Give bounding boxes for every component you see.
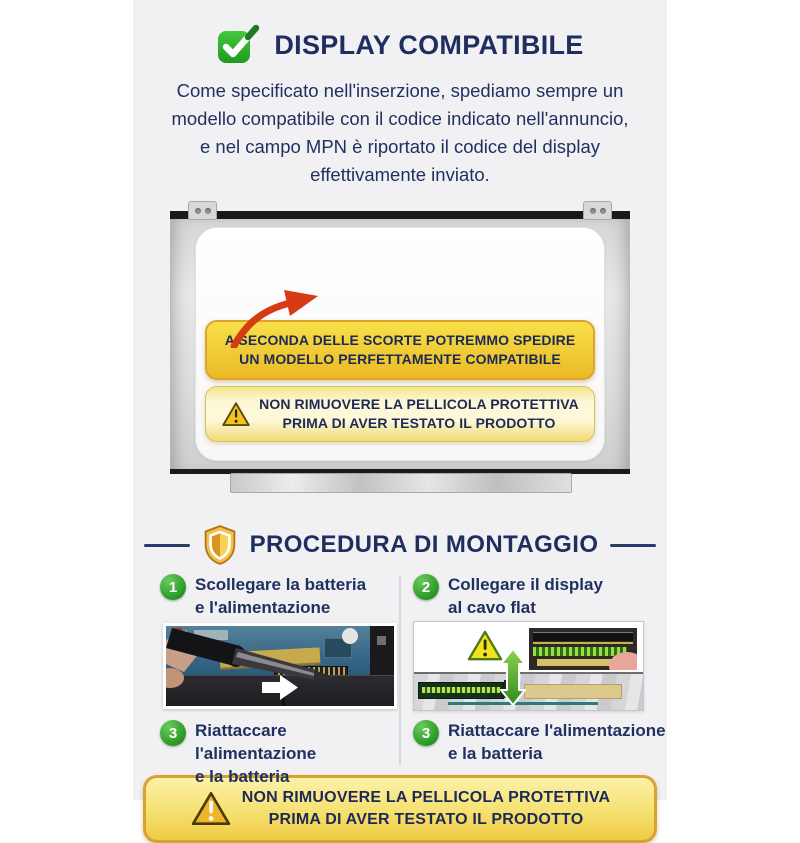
description-line: effettivamente inviato. [310, 164, 490, 185]
white-arrow-icon [262, 675, 298, 700]
panel-back-cover [195, 227, 605, 461]
step-1-photo-battery-disconnect [163, 623, 397, 709]
lcd-panel-illustration [170, 201, 630, 493]
step-3-text: Riattaccare l'alimentazione e la batteria [195, 721, 317, 786]
green-checkmark-icon [216, 24, 262, 66]
heading-rule-right [610, 544, 656, 547]
description-line: modello compatibile con il codice indicato nell'annuncio, [171, 108, 629, 129]
film-warning-text [259, 395, 579, 433]
procedure-title: PROCEDURA DI MONTAGGIO [249, 531, 599, 558]
gold-shield-icon [202, 524, 238, 566]
header [133, 0, 667, 66]
procedure-column-right [400, 573, 667, 767]
footer-warning-line: PRIMA DI AVER TESTATO IL PRODOTTO [268, 811, 584, 828]
panel-foil-strip [230, 473, 572, 493]
display-connector [418, 682, 504, 699]
step-2-text: Collegare il display al cavo flat [448, 575, 603, 617]
display-edge [414, 672, 643, 710]
step-2-badge: 2 [413, 574, 439, 600]
step-1-label [160, 573, 400, 621]
step-1-badge: 1 [160, 574, 186, 600]
warning-triangle-icon [221, 401, 251, 428]
description-line: Come specificato nell'inserzione, spediamo sempre un [176, 80, 624, 101]
hand-with-screwdriver [166, 626, 394, 706]
heading-rule-left [144, 544, 190, 547]
procedure-column-left [133, 573, 400, 786]
procedure-steps [133, 573, 667, 786]
description [133, 77, 667, 189]
flat-cable [524, 684, 622, 699]
warning-triangle-icon [466, 629, 504, 663]
column-divider [399, 575, 401, 765]
stock-notice-line: UN MODELLO PERFETTAMENTE COMPATIBILE [239, 351, 561, 367]
stock-notice-line: A SECONDA DELLE SCORTE POTREMMO SPEDIRE [224, 332, 576, 348]
step-3-label-left [160, 719, 400, 786]
footer-warning-line: NON RIMUOVERE LA PELLICOLA PROTETTIVA [241, 789, 611, 806]
step-3-badge: 3 [160, 720, 186, 746]
film-warning-line: NON RIMUOVERE LA PELLICOLA PROTETTIVA [259, 396, 579, 412]
step-2-photo-flat-cable [413, 621, 644, 711]
page-title: DISPLAY COMPATIBILE [274, 29, 584, 60]
warning-triangle-icon [190, 790, 232, 828]
green-double-arrow-icon [500, 648, 526, 706]
listing-infographic [133, 0, 667, 828]
mounting-bracket-left [188, 201, 217, 220]
film-warning-line: PRIMA DI AVER TESTATO IL PRODOTTO [282, 415, 556, 431]
connector-inset-photo [529, 628, 637, 670]
step-3-label-right [413, 719, 667, 767]
film-warning-label [205, 386, 595, 442]
mounting-bracket-right [583, 201, 612, 220]
footer-warning-text [242, 787, 611, 831]
step-2-label [413, 573, 667, 621]
step-3-text: Riattaccare l'alimentazione e la batteria [448, 721, 666, 763]
procedure-heading [133, 523, 667, 567]
step-1-text: Scollegare la batteria e l'alimentazione [195, 575, 367, 617]
panel-top-edge [170, 211, 630, 219]
description-line: e nel campo MPN è riportato il codice del display [200, 136, 600, 157]
step-3-badge: 3 [413, 720, 439, 746]
red-curved-arrow-icon [224, 286, 324, 348]
